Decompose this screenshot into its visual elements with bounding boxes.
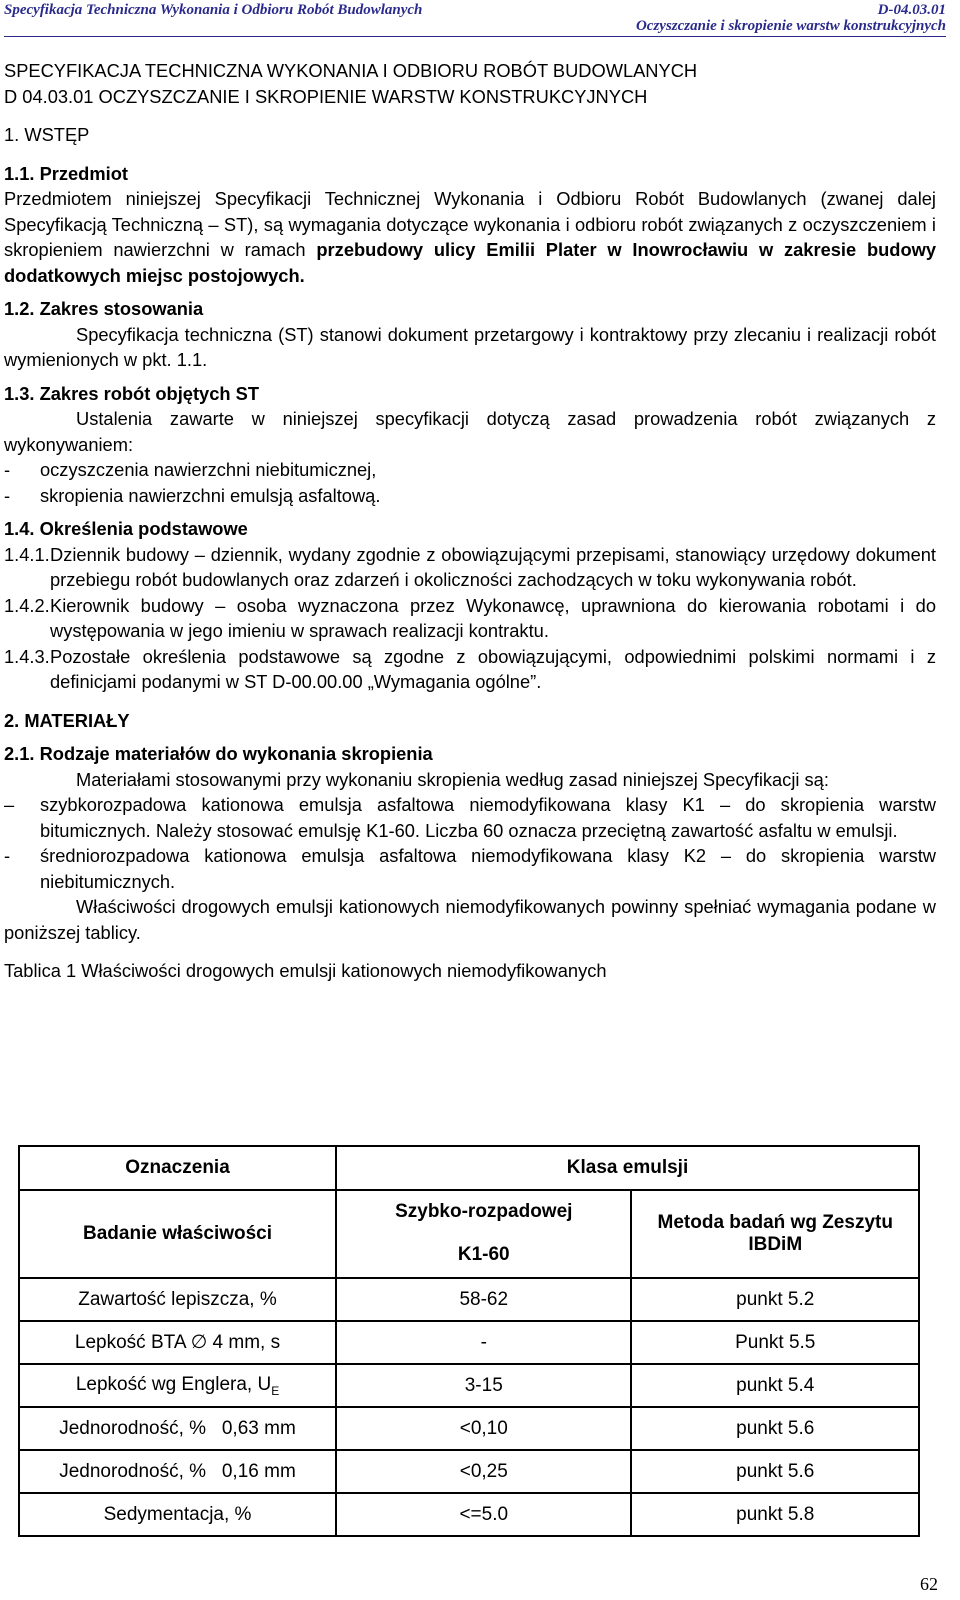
table-row: Jednorodność, % 0,63 mm <0,10 punkt 5.6 xyxy=(19,1407,919,1450)
section-1-1-body: Przedmiotem niniejszej Specyfikacji Technicznej Wykonania i Odbioru Robót Budowlanych (zwanej dalej Specyfikacją Techniczną – ST), są wymagania dotyczące wykonania i odbioru robót związanych z oczyszczeniem i skropieniem nawierzchni w ramach xyxy=(4,188,936,260)
section-1-3-heading: 1.3. Zakres robót objętych ST xyxy=(4,382,259,404)
section-2-1-outro: Właściwości drogowych emulsji kationowych niemodyfikowanych powinny spełniać wymagania podane w poniższej tablicy. xyxy=(4,896,936,943)
section-1-3-text: Ustalenia zawarte w niniejszej specyfikacji dotyczą zasad prowadzenia robót związanych z wykonywaniem: xyxy=(4,408,936,455)
definition-item: 1.4.2. Kierownik budowy – osoba wyznaczona przez Wykonawcę, uprawniona do kierowania robotami i do występowania w jego imieniu w sprawach realizacji kontraktu. xyxy=(4,594,936,641)
running-header xyxy=(4,0,946,37)
table-caption: Tablica 1 Właściwości drogowych emulsji kationowych niemodyfikowanych xyxy=(4,960,607,981)
header-spec-code: D-04.03.01 xyxy=(877,2,946,18)
section-2-1-heading: 2.1. Rodzaje materiałów do wykonania skropienia xyxy=(4,743,433,764)
table-row: Zawartość lepiszcza, % 58-62 punkt 5.2 xyxy=(19,1278,919,1321)
list-item: - oczyszczenia nawierzchni niebitumicznej, xyxy=(4,459,377,480)
table-header-klasa-emulsji: Klasa emulsji xyxy=(336,1146,919,1190)
document-title-line-1: SPECYFIKACJA TECHNICZNA WYKONANIA I ODBIORU ROBÓT BUDOWLANYCH xyxy=(4,60,698,81)
section-2-1-intro: Materiałami stosowanymi przy wykonaniu skropienia według zasad niniejszej Specyfikacji są: xyxy=(76,768,829,790)
definition-item: 1.4.3. Pozostałe określenia podstawowe są zgodne z obowiązującymi, odpowiednimi polskimi normami i z definicjami podanymi w ST D-00.00.00 „Wymagania ogólne”. xyxy=(4,645,936,692)
table-row: Lepkość BTA ∅ 4 mm, s - Punkt 5.5 xyxy=(19,1321,919,1364)
table-header-metoda-badan: Metoda badań wg Zeszytu IBDiM xyxy=(631,1190,919,1278)
table-header-oznaczenia: Oznaczenia xyxy=(19,1146,336,1190)
section-2-heading: 2. MATERIAŁY xyxy=(4,709,130,731)
section-1-2-heading: 1.2. Zakres stosowania xyxy=(4,298,204,319)
list-item: - skropienia nawierzchni emulsją asfaltową. xyxy=(4,484,381,506)
definition-item: 1.4.1. Dziennik budowy – dziennik, wydany zgodnie z obowiązującymi przepisami, stanowiący urzędowy dokument przebiegu robót budowlanych oraz zdarzeń i okoliczności zachodzących w toku wykonywania robót. xyxy=(4,543,936,590)
section-1-1-bold-scope: przebudowy ulicy Emilii Plater w Inowrocławiu w zakresie budowy dodatkowych miejsc postojowych. xyxy=(4,239,936,286)
section-1-1-text xyxy=(4,186,936,288)
section-1-4-heading: 1.4. Określenia podstawowe xyxy=(4,518,248,539)
document-title-line-2: D 04.03.01 OCZYSZCZANIE I SKROPIENIE WARSTW KONSTRUKCYJNYCH xyxy=(4,85,648,107)
list-item: - średniorozpadowa kationowa emulsja asfaltowa niemodyfikowana klasy K2 – do skropienia warstw niebitumicznych. xyxy=(4,845,936,892)
table-header-szybko-rozpadowej: Szybko-rozpadowej xyxy=(336,1190,631,1233)
document-body xyxy=(4,58,936,984)
section-1-1-heading: 1.1. Przedmiot xyxy=(4,162,128,184)
table-row: Sedymentacja, % <=5.0 punkt 5.8 xyxy=(19,1493,919,1536)
header-spec-subtitle: Oczyszczanie i skropienie warstw konstrukcyjnych xyxy=(635,18,946,34)
list-item: – szybkorozpadowa kationowa emulsja asfaltowa niemodyfikowana klasy K1 – do skropienia warstw bitumicznych. Należy stosować emulsję K1-60. Liczba 60 oznacza przeciętną zawartość asfaltu w emulsji. xyxy=(4,794,936,841)
section-1-2-text: Specyfikacja techniczna (ST) stanowi dokument przetargowy i kontraktowy przy zlecaniu i realizacji robót wymienionych w pkt. 1.1. xyxy=(4,323,936,370)
header-document-title: Specyfikacja Techniczna Wykonania i Odbioru Robót Budowlanych xyxy=(4,2,423,18)
page-number: 62 xyxy=(920,1574,938,1594)
table-row: Lepkość wg Englera, $U_E$ 3-15 punkt 5.4 xyxy=(19,1364,919,1407)
table-row: Jednorodność, % 0,16 mm <0,25 punkt 5.6 xyxy=(19,1450,919,1493)
emulsion-properties-table xyxy=(18,1145,920,1537)
table-header-badanie: Badanie właściwości xyxy=(19,1190,336,1278)
section-1-heading: 1. WSTĘP xyxy=(4,124,90,145)
table-header-k1-60: K1-60 xyxy=(336,1233,631,1278)
